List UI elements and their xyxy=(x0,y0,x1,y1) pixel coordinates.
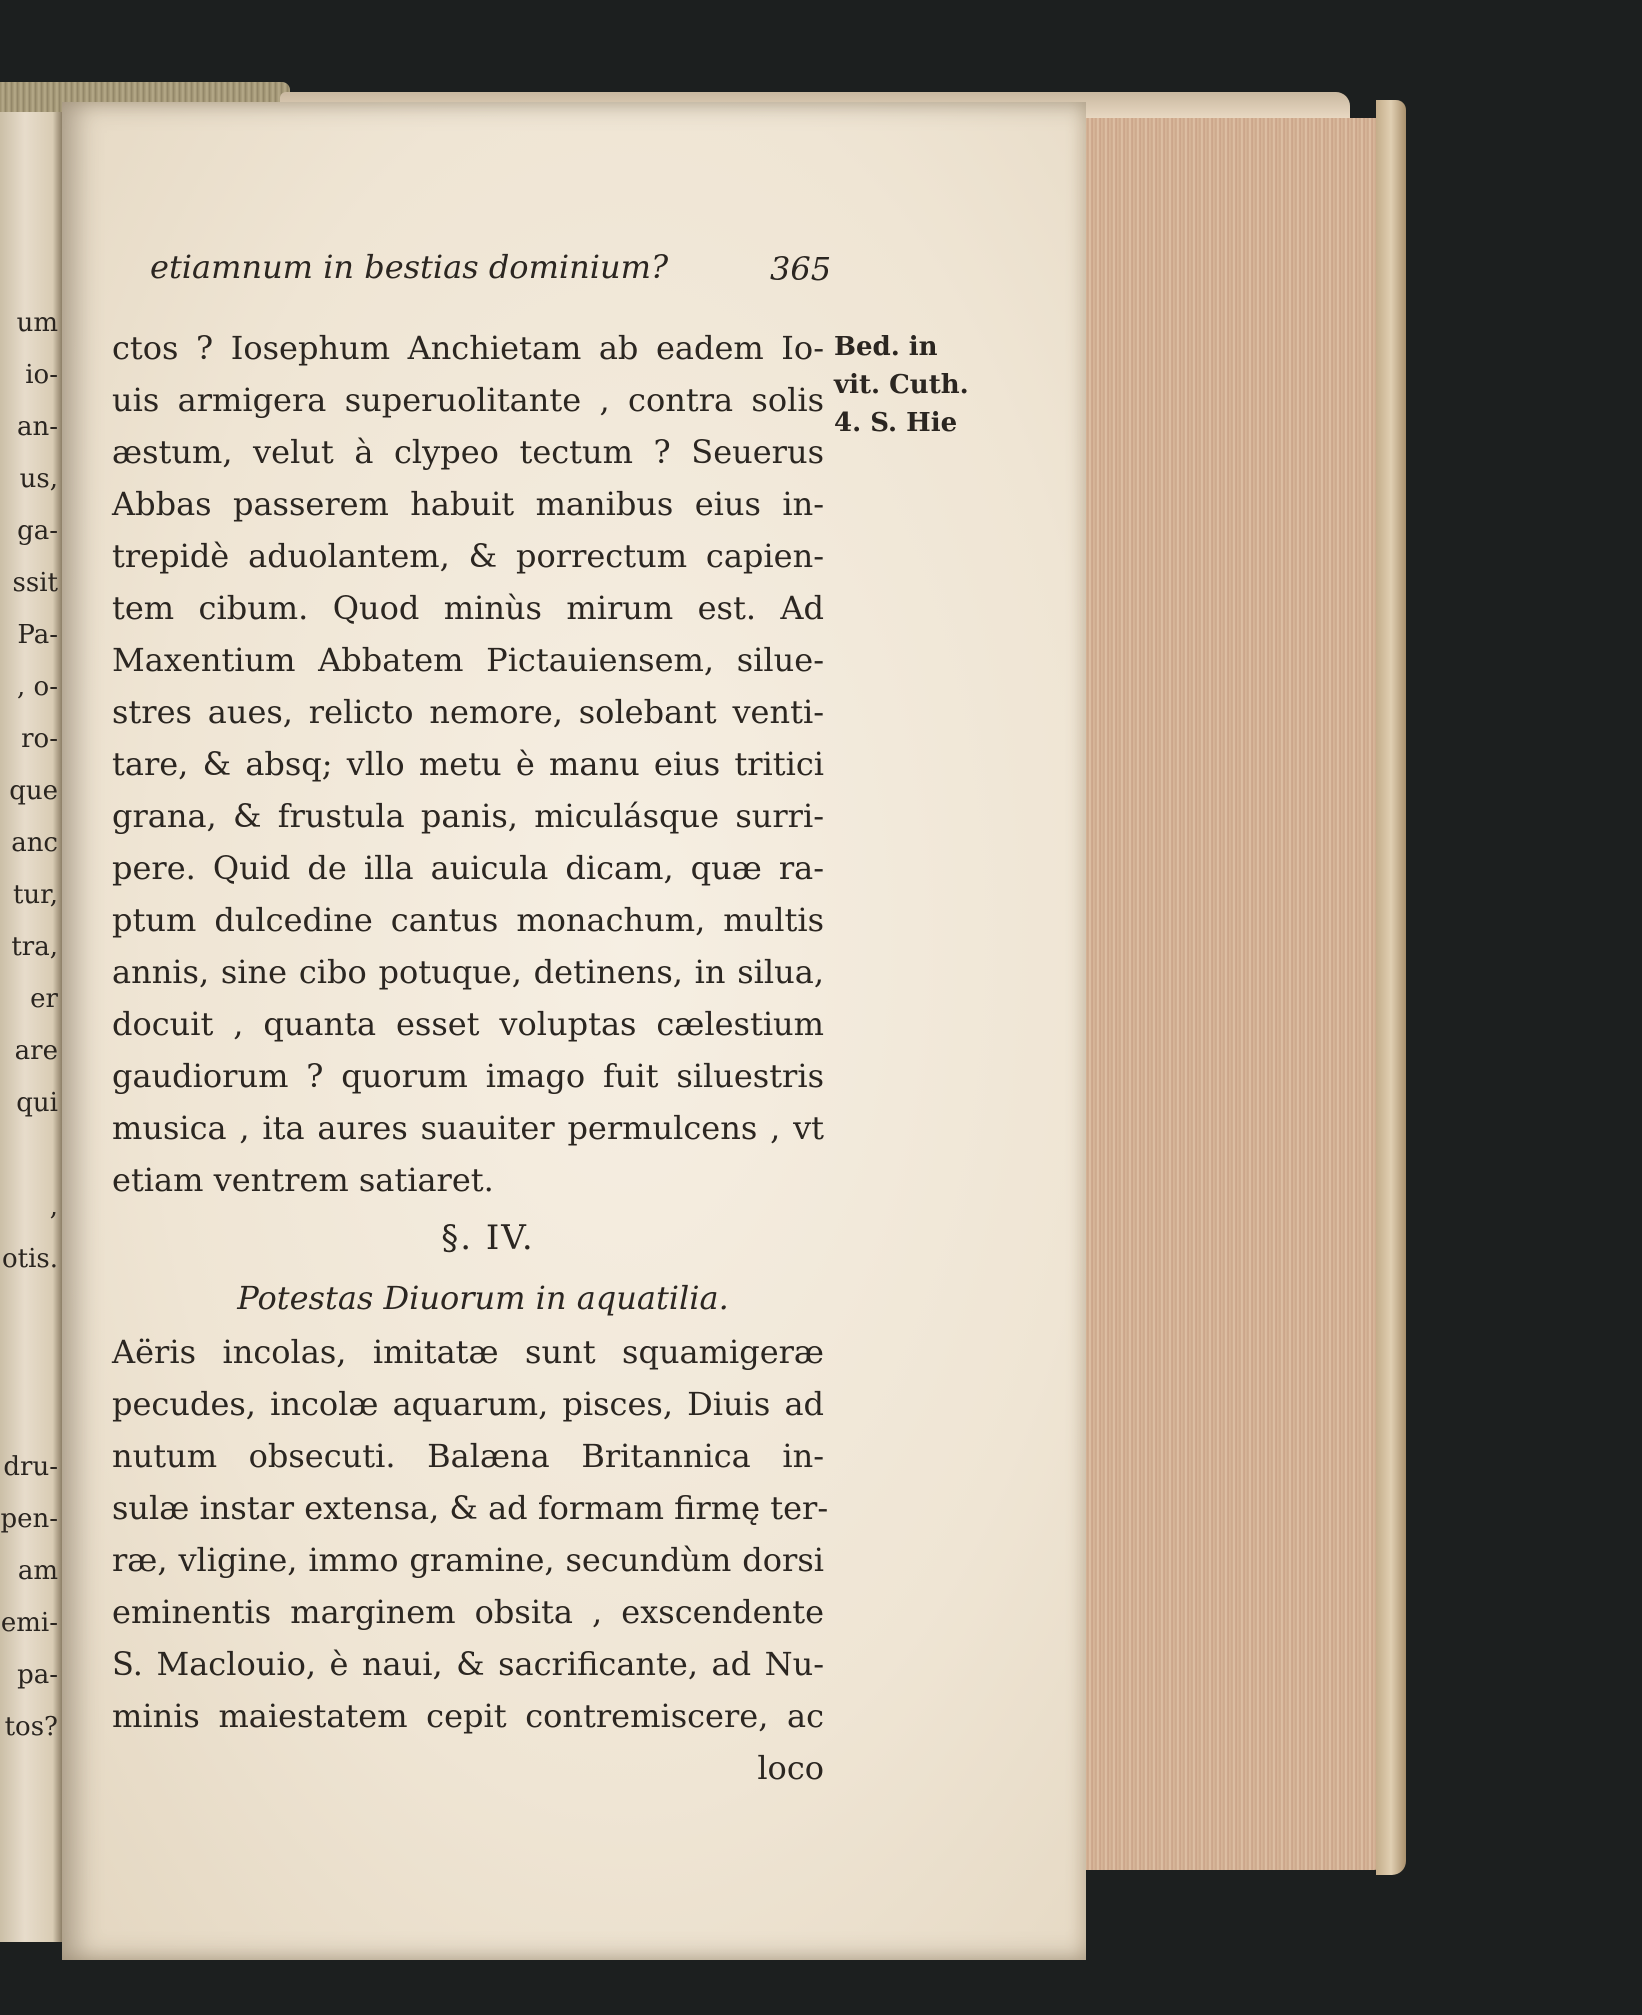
text-line: pere. Quid de illa auicula dicam, quæ ra- xyxy=(112,849,824,887)
left-page-fragment: emi- xyxy=(0,1608,58,1638)
text-line: uis armigera superuolitante , contra solis xyxy=(112,381,824,419)
text-line: grana, & frustula panis, miculásque surri- xyxy=(112,797,824,835)
text-line: docuit , quanta esset voluptas cælestium xyxy=(112,1005,824,1043)
left-page-fragment: er xyxy=(30,984,58,1014)
catchword: loco xyxy=(757,1749,824,1787)
text-line: ræ, vligine, immo gramine, secundùm dorsi xyxy=(112,1541,824,1579)
text-line: gaudiorum ? quorum imago fuit siluestris xyxy=(112,1057,824,1095)
left-page-fragment: otis. xyxy=(1,1244,58,1274)
text-line: annis, sine cibo potuque, detinens, in silua, xyxy=(112,953,824,991)
margin-note-line: Bed. in xyxy=(834,332,938,362)
back-cover-edge xyxy=(1376,100,1406,1875)
left-page-fragment: ga- xyxy=(17,516,58,546)
text-line: tare, & absq; vllo metu è manu eius tritici xyxy=(112,745,824,783)
left-page-fragment: qui xyxy=(16,1088,58,1118)
text-line: Aëris incolas, imitatæ sunt squamigeræ xyxy=(112,1333,824,1371)
left-page-fragment: ssit xyxy=(12,568,58,598)
left-page-fragment: um xyxy=(16,308,58,338)
text-line: musica , ita aures suauiter permulcens , vt xyxy=(112,1109,824,1147)
left-page-fragment: tra, xyxy=(11,932,58,962)
left-page-fragment: , xyxy=(49,1192,58,1222)
left-page-fragment: que xyxy=(9,776,58,806)
left-page-fragment: dru- xyxy=(3,1452,58,1482)
text-line: sulæ instar extensa, & ad formam firmę ter- xyxy=(112,1489,829,1527)
margin-note xyxy=(834,328,994,442)
text-line: trepidè aduolantem, & porrectum capien- xyxy=(112,537,824,575)
text-line: eminentis marginem obsita , exscendente xyxy=(112,1593,824,1631)
left-page-fragment: us, xyxy=(19,464,58,494)
text-line: minis maiestatem cepit contremiscere, ac xyxy=(112,1697,824,1735)
left-page-fragment: Pa- xyxy=(17,620,58,650)
page-fore-edge xyxy=(1086,118,1392,1870)
text-line: æstum, velut à clypeo tectum ? Seuerus xyxy=(112,433,824,471)
text-line: nutum obsecuti. Balæna Britannica in- xyxy=(112,1437,824,1475)
left-page-fragment: tur, xyxy=(12,880,58,910)
text-line: pecudes, incolæ aquarum, pisces, Diuis ad xyxy=(112,1385,824,1423)
margin-note-line: vit. Cuth. xyxy=(834,370,969,400)
text-line: ptum dulcedine cantus monachum, multis xyxy=(112,901,824,939)
left-page-fragment: ro- xyxy=(21,724,58,754)
text-line: etiam ventrem satiaret. xyxy=(112,1161,494,1199)
main-text-block xyxy=(112,322,829,1794)
margin-note-line: 4. S. Hie xyxy=(834,408,958,438)
text-line: ctos ? Iosephum Anchietam ab eadem Io- xyxy=(112,329,824,367)
left-page-fragment: tos? xyxy=(4,1712,58,1742)
left-page-fragment: an- xyxy=(16,412,58,442)
left-page-fragment: io- xyxy=(25,360,58,390)
text-line: Abbas passerem habuit manibus eius in- xyxy=(112,485,824,523)
left-page xyxy=(0,112,64,1942)
text-line: Maxentium Abbatem Pictauiensem, silue- xyxy=(112,641,824,679)
left-page-fragment: am xyxy=(17,1556,58,1586)
left-page-fragment: pen- xyxy=(0,1504,58,1534)
left-page-fragment: , o- xyxy=(17,672,58,702)
text-line: S. Maclouio, è naui, & sacrificante, ad Nu- xyxy=(112,1645,824,1683)
section-heading: §. IV. xyxy=(441,1218,535,1258)
left-page-fragment: pa- xyxy=(17,1660,58,1690)
text-line: tem cibum. Quod minùs mirum est. Ad xyxy=(112,589,824,627)
text-line: stres aues, relicto nemore, solebant venti- xyxy=(112,693,824,731)
left-page-fragment: are xyxy=(14,1036,58,1066)
left-page-fragment: anc xyxy=(11,828,58,858)
running-head: etiamnum in bestias dominium? xyxy=(150,248,669,286)
section-subheading: Potestas Diuorum in aquatilia. xyxy=(237,1279,729,1317)
page-number: 365 xyxy=(770,250,832,288)
